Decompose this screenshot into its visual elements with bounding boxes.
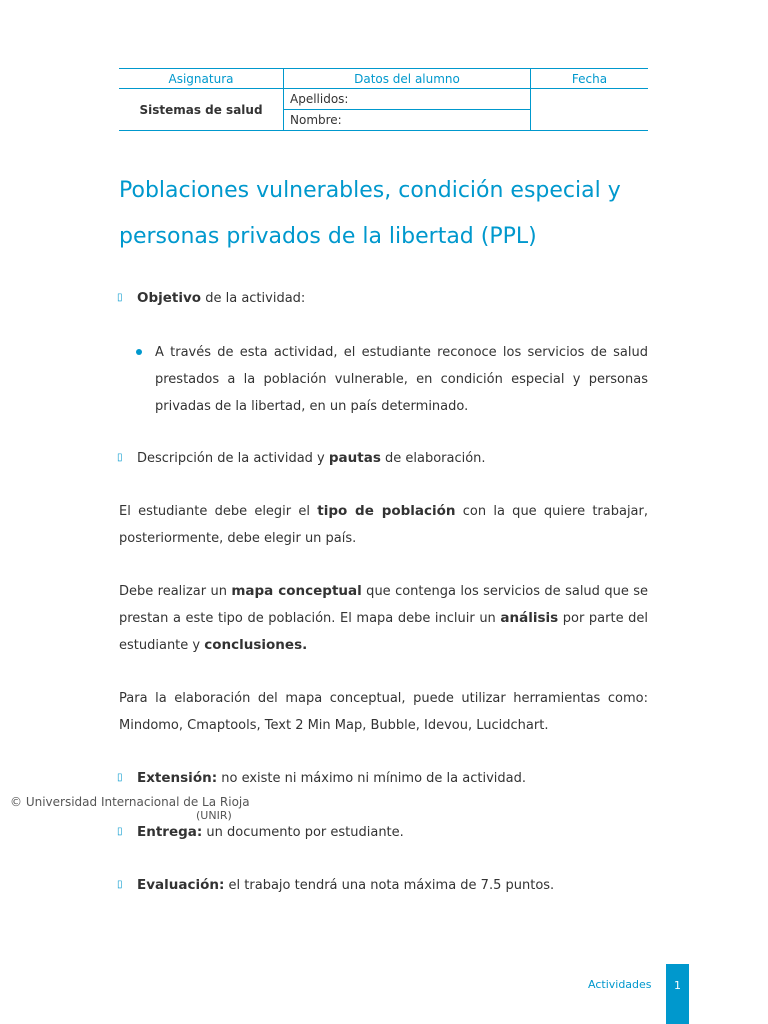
extension-rest: no existe ni máximo ni mínimo de la actividad. xyxy=(217,771,526,786)
evaluation-item xyxy=(137,872,648,899)
description-post: de elaboración. xyxy=(380,451,486,466)
para2-bold1: mapa conceptual xyxy=(231,583,362,599)
header-col-student: Datos del alumno xyxy=(284,69,531,89)
delivery-bold: Entrega: xyxy=(137,824,203,840)
footer-section-label: Actividades xyxy=(588,978,652,991)
extension-bold: Extensión: xyxy=(137,770,218,786)
para2-pre: Debe realizar un xyxy=(119,584,232,599)
document-title xyxy=(119,168,659,260)
objective-heading xyxy=(137,285,648,312)
para1-bold: tipo de población xyxy=(317,503,456,519)
square-bullet-icon: ▯ xyxy=(117,452,123,463)
para2-mid2: por parte del estudiante y xyxy=(119,611,649,653)
delivery-rest: un documento por estudiante. xyxy=(202,825,404,840)
extension-item xyxy=(137,765,648,792)
surname-field: Apellidos: xyxy=(284,89,531,110)
square-bullet-icon: ▯ xyxy=(117,826,123,837)
evaluation-bold: Evaluación: xyxy=(137,877,225,893)
objective-rest: de la actividad: xyxy=(201,291,306,306)
para1-post: con la que quiere trabajar, posteriormente, debe elegir un país. xyxy=(119,504,648,546)
header-table xyxy=(119,68,648,131)
date-field xyxy=(531,89,649,131)
watermark-line-2: (UNIR) xyxy=(196,809,232,822)
description-bold: pautas xyxy=(328,450,381,466)
objective-bold: Objetivo xyxy=(137,290,202,306)
objective-item: A través de esta actividad, el estudiante reconoce los servicios de salud prestados a la población vulnerable, en condición especial y personas privadas de la libertad, en un país determinado. xyxy=(155,345,648,414)
para2-bold3: conclusiones. xyxy=(204,637,308,653)
square-bullet-icon: ▯ xyxy=(117,292,123,303)
square-bullet-icon: ▯ xyxy=(117,772,123,783)
paragraph-tools: Para la elaboración del mapa conceptual, puede utilizar herramientas como: Mindomo, Cmaptools, Text 2 Min Map, Bubble, Idevou, Lucidchart. xyxy=(119,691,648,733)
paragraph-concept-map xyxy=(119,578,648,659)
title-line-2: personas privados de la libertad (PPL) xyxy=(119,224,537,249)
square-bullet-icon: ▯ xyxy=(117,879,123,890)
description-heading xyxy=(137,445,648,472)
footer-page-number: 1 xyxy=(666,964,689,1024)
subject-name: Sistemas de salud xyxy=(119,89,284,131)
name-field: Nombre: xyxy=(284,110,531,131)
watermark-line-1: © Universidad Internacional de La Rioja xyxy=(10,795,250,809)
description-pre: Descripción de la actividad y xyxy=(137,451,329,466)
header-col-subject: Asignatura xyxy=(119,69,284,89)
header-col-date: Fecha xyxy=(531,69,649,89)
para2-mid: que contenga los servicios de salud que se prestan a este tipo de población. El mapa debe incluir un xyxy=(119,584,648,626)
para2-bold2: análisis xyxy=(500,610,559,626)
para1-pre: El estudiante debe elegir el xyxy=(119,504,318,519)
round-bullet-icon xyxy=(136,349,142,355)
evaluation-rest: el trabajo tendrá una nota máxima de 7.5 puntos. xyxy=(224,878,555,893)
delivery-item xyxy=(137,819,648,846)
title-line-1: Poblaciones vulnerables, condición especial y xyxy=(119,178,621,203)
paragraph-population xyxy=(119,498,648,552)
